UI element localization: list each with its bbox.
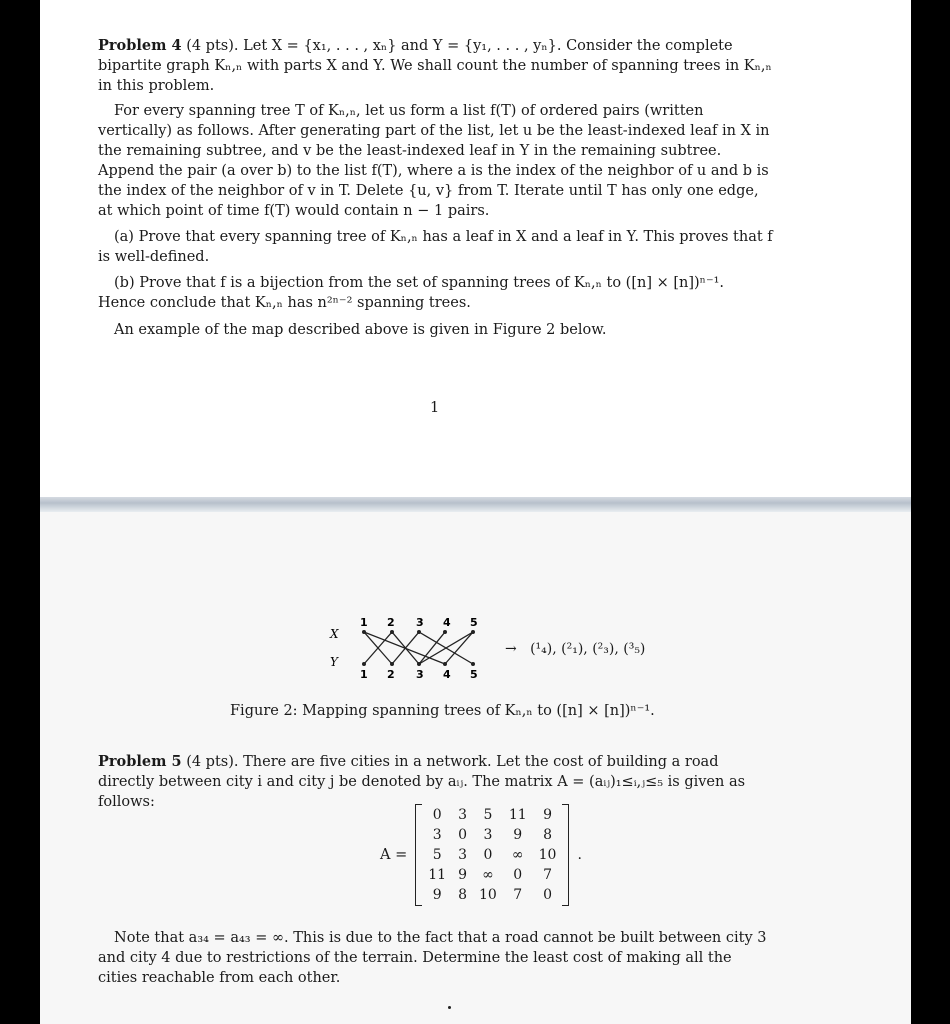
matrix-cell: 3 [483,827,493,843]
page-number: 1 [430,400,440,416]
arrow-icon: → [505,641,517,657]
matrix-row [422,805,562,825]
matrix-table [422,805,562,905]
problem4-points: (4 pts). [186,38,239,54]
problem5-intro [98,752,774,812]
matrix-cell: 8 [458,887,467,903]
top-number: 1 [360,616,368,629]
matrix-cell: 0 [543,887,553,903]
matrix-period: . [577,847,582,863]
bipartite-tree-figure [320,608,500,688]
top-number: 3 [416,616,424,629]
matrix-row [422,885,562,905]
matrix-cell: 8 [543,827,553,843]
matrix-cell: 7 [513,887,523,903]
matrix-right-bracket [562,804,569,906]
matrix-cell: 10 [538,847,557,863]
matrix-cell: ∞ [482,867,494,883]
matrix-row [422,865,562,885]
figure-caption: Figure 2: Mapping spanning trees of Kₙ,ₙ to ([n] × [n])ⁿ⁻¹. [230,703,655,719]
matrix-cell: 9 [513,827,523,843]
matrix-cell: 0 [432,807,442,823]
page-divider [40,497,911,512]
matrix-cell: 0 [513,867,523,883]
problem4-example: An example of the map described above is given in Figure 2 below. [114,322,607,338]
matrix-row [422,825,562,845]
bottom-number: 1 [360,668,368,681]
bottom-number: 3 [416,668,424,681]
matrix-cell: 9 [432,887,442,903]
top-number: 5 [470,616,478,629]
matrix-cell: 3 [458,807,467,823]
matrix-cell: 3 [458,847,467,863]
problem5-note: Note that a₃₄ = a₄₃ = ∞. This is due to the fact that a road cannot be built between city 3 and city 4 due to restrictions of the terrain. Determine the least cost of making all the cities reachable from each other. [98,930,767,986]
figure-x-label: X [330,627,339,641]
problem4-part-a: (a) Prove that every spanning tree of Kₙ,ₙ has a leaf in X and a leaf in Y. This proves that f is well-defined. [98,229,773,265]
problem5-intro-text: There are five cities in a network. Let the cost of building a road directly between city i and city j be denoted by aᵢⱼ. The matrix A = (aᵢⱼ)₁≤ᵢ,ⱼ≤₅ is given as follows: [98,754,746,810]
matrix-cell: 0 [483,847,493,863]
stray-dot [448,1006,451,1009]
top-number: 4 [443,616,451,629]
matrix-cell: 5 [432,847,442,863]
matrix-row [422,845,562,865]
matrix-cell: 10 [478,887,497,903]
matrix-cell: 5 [483,807,493,823]
problem4-part-b: (b) Prove that f is a bijection from the set of spanning trees of Kₙ,ₙ to ([n] × [n])ⁿ⁻¹. Hence conclude that Kₙ,ₙ has n²ⁿ⁻² spanning trees. [98,275,725,311]
matrix-cell: 0 [458,827,467,843]
matrix-cell: 11 [508,807,527,823]
problem4-para2: For every spanning tree T of Kₙ,ₙ, let us form a list f(T) of ordered pairs (written vertically) as follows. After generating part of the list, let u be the least-indexed leaf in X in the remaining subtree, and v be the least-indexed leaf in Y in the remaining subtree. Append the pair (a over b) to the list f(T), where a is the index of the neighbor of u and b is the index of the neighbor of v in T. Delete {u, v} from T. Iterate until T has only one edge, at which point of time f(T) would contain n − 1 pairs. [98,103,770,219]
problem5-heading: Problem 5 [98,753,182,770]
bottom-number: 5 [470,668,478,681]
matrix-left-bracket [415,804,422,906]
tree-edges [364,632,473,664]
matrix-cell: 3 [432,827,442,843]
top-number: 2 [387,616,395,629]
matrix-cell: 9 [458,867,467,883]
problem4-intro-text: Let X = {x₁, . . . , xₙ} and Y = {y₁, . . . , yₙ}. Consider the complete bipartite graph Kₙ,ₙ with parts X and Y. We shall count the number of spanning trees in Kₙ,ₙ in this problem. [98,38,772,94]
problem4-intro [98,36,774,96]
pairs-list: (¹₄), (²₁), (²₃), (³₅) [530,641,646,657]
matrix-cell: 7 [543,867,553,883]
cost-matrix [380,804,582,906]
matrix-label: A = [380,847,408,863]
tree-vertices [362,630,475,666]
figure-y-label: Y [330,655,338,669]
matrix-cell: 11 [428,867,447,883]
problem5-points: (4 pts). [186,754,239,770]
bottom-number: 4 [443,668,451,681]
matrix-cell: 9 [543,807,553,823]
matrix-cell: ∞ [511,847,524,863]
figure-output [505,641,645,657]
problem4-heading: Problem 4 [98,37,182,54]
bottom-number: 2 [387,668,395,681]
